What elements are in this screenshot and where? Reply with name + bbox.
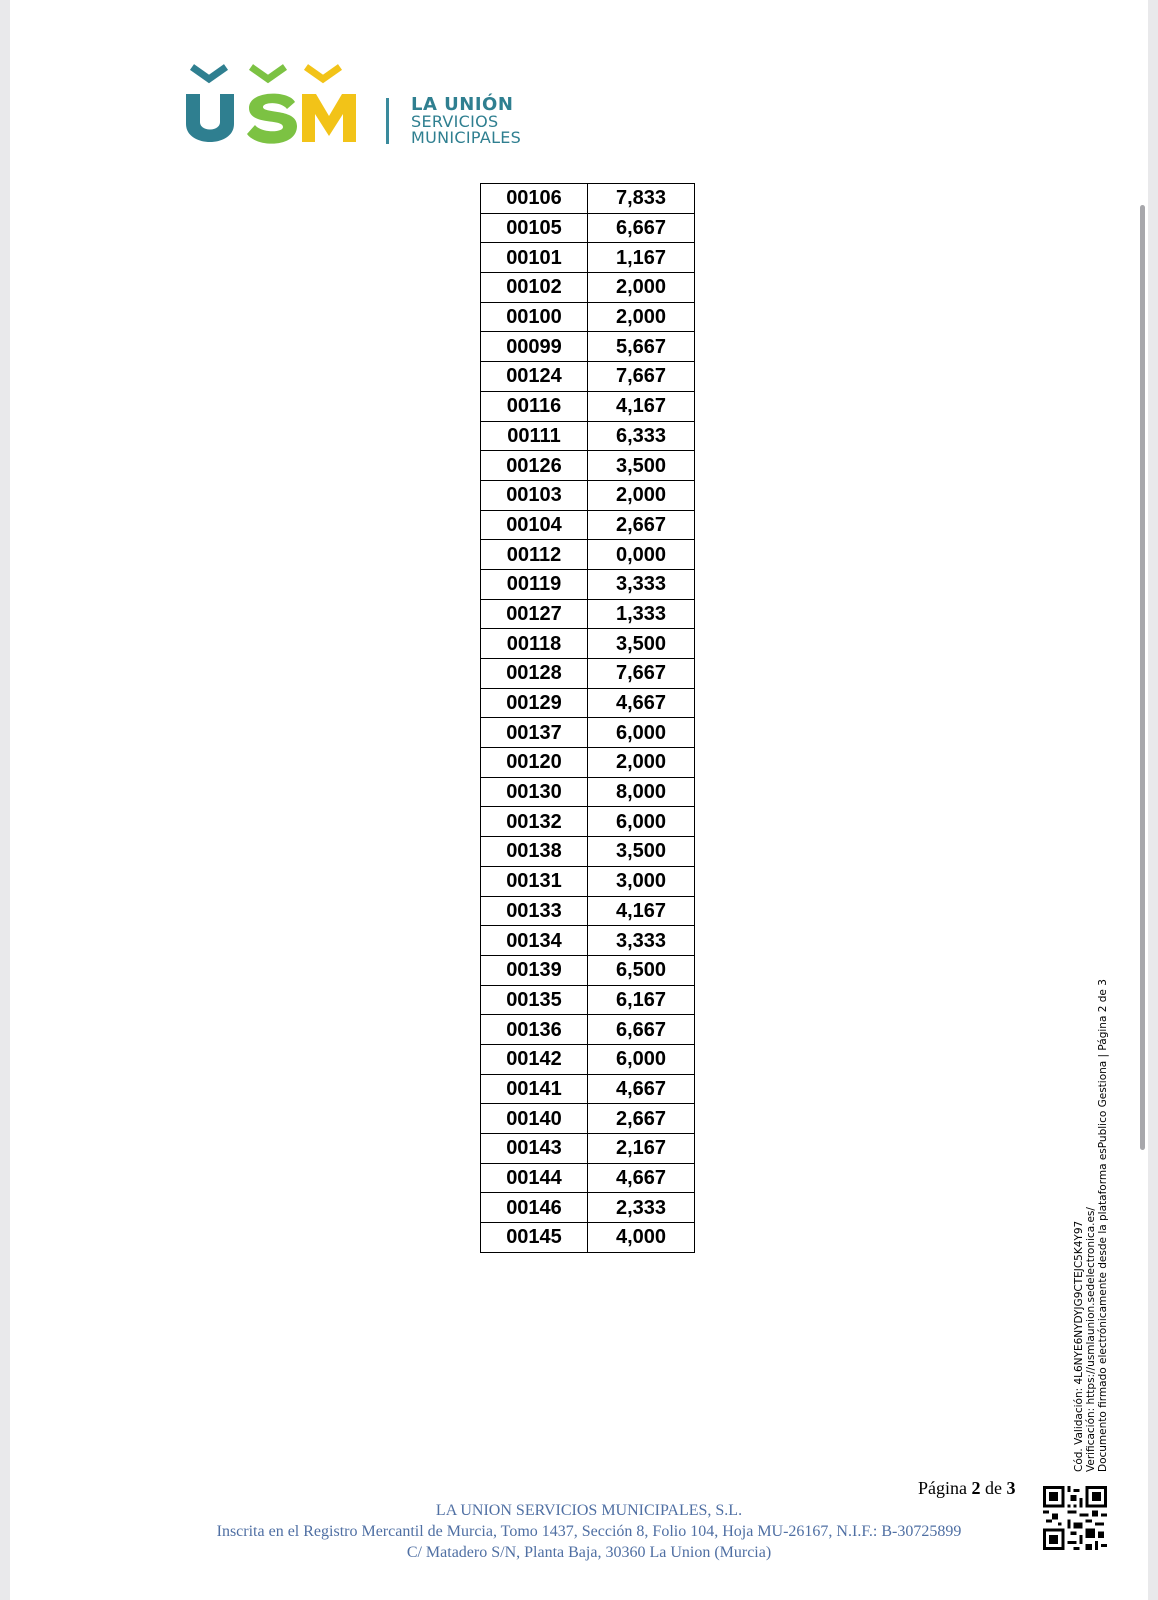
score-cell: 2,000 (588, 748, 695, 778)
table-row (481, 955, 695, 985)
code-cell: 00132 (481, 807, 588, 837)
score-cell: 6,667 (588, 213, 695, 243)
score-cell: 0,000 (588, 540, 695, 570)
table-row (481, 629, 695, 659)
footer-company-name: LA UNION SERVICIOS MUNICIPALES, S.L. (435, 1502, 743, 1519)
logo-line-2: SERVICIOS (411, 112, 499, 131)
code-cell: 00102 (481, 273, 588, 303)
code-cell: 00127 (481, 599, 588, 629)
score-cell: 3,000 (588, 866, 695, 896)
logo-divider (386, 98, 389, 144)
table-row (481, 510, 695, 540)
table-row (481, 302, 695, 332)
score-cell: 6,000 (588, 1044, 695, 1074)
table-row (481, 362, 695, 392)
code-cell: 00141 (481, 1074, 588, 1104)
score-cell: 4,000 (588, 1223, 695, 1253)
code-cell: 00116 (481, 391, 588, 421)
score-cell: 2,000 (588, 302, 695, 332)
score-cell: 6,500 (588, 955, 695, 985)
code-cell: 00140 (481, 1104, 588, 1134)
results-table (480, 183, 695, 1253)
code-cell: 00101 (481, 243, 588, 273)
score-cell: 4,667 (588, 1074, 695, 1104)
table-row (481, 926, 695, 956)
score-cell: 4,667 (588, 688, 695, 718)
code-cell: 00118 (481, 629, 588, 659)
table-row (481, 866, 695, 896)
table-row (481, 659, 695, 689)
table-row (481, 777, 695, 807)
table-row (481, 896, 695, 926)
table-row (481, 1163, 695, 1193)
score-cell: 4,167 (588, 896, 695, 926)
table-row (481, 273, 695, 303)
verification-text (1073, 979, 1109, 1472)
page-prefix: Página (918, 1478, 967, 1498)
code-cell: 00106 (481, 184, 588, 214)
score-cell: 1,167 (588, 243, 695, 273)
score-cell: 3,333 (588, 926, 695, 956)
table-row (481, 688, 695, 718)
score-cell: 4,167 (588, 391, 695, 421)
footer-registry: Inscrita en el Registro Mercantil de Murcia, Tomo 1437, Sección 8, Folio 104, Hoja MU-26167, N.I.F.: B-30725899 (216, 1523, 962, 1540)
table-row (481, 451, 695, 481)
code-cell: 00138 (481, 837, 588, 867)
footer-address: C/ Matadero S/N, Planta Baja, 30360 La Union (Murcia) (406, 1544, 772, 1561)
code-cell: 00103 (481, 480, 588, 510)
table-row (481, 985, 695, 1015)
score-cell: 6,000 (588, 718, 695, 748)
table-row (481, 1044, 695, 1074)
page-number (918, 1478, 1016, 1499)
score-cell: 6,000 (588, 807, 695, 837)
score-cell: 5,667 (588, 332, 695, 362)
table-row (481, 1104, 695, 1134)
code-cell: 00124 (481, 362, 588, 392)
code-cell: 00139 (481, 955, 588, 985)
table-row (481, 569, 695, 599)
score-cell: 4,667 (588, 1163, 695, 1193)
code-cell: 00145 (481, 1223, 588, 1253)
score-cell: 3,500 (588, 451, 695, 481)
code-cell: 00146 (481, 1193, 588, 1223)
code-cell: 00144 (481, 1163, 588, 1193)
code-cell: 00133 (481, 896, 588, 926)
code-cell: 00131 (481, 866, 588, 896)
code-cell: 00137 (481, 718, 588, 748)
logo-line-1: LA UNIÓN (411, 94, 514, 115)
score-cell: 7,667 (588, 659, 695, 689)
code-cell: 00142 (481, 1044, 588, 1074)
code-cell: 00128 (481, 659, 588, 689)
logo-text (411, 96, 521, 146)
score-cell: 2,000 (588, 480, 695, 510)
results-table-body (481, 184, 695, 1253)
table-row (481, 1193, 695, 1223)
signature-note: Documento firmado electrónicamente desde la plataforma esPublico Gestiona | Página 2 de 3 (1097, 979, 1109, 1472)
score-cell: 2,000 (588, 273, 695, 303)
score-cell: 7,667 (588, 362, 695, 392)
score-cell: 2,667 (588, 1104, 695, 1134)
qr-code-icon[interactable] (1043, 1486, 1107, 1550)
table-row (481, 1134, 695, 1164)
code-cell: 00129 (481, 688, 588, 718)
verification-url: Verificación: https://usmlaunion.sedelectronica.es/ (1085, 1207, 1097, 1472)
table-row (481, 213, 695, 243)
score-cell: 3,500 (588, 837, 695, 867)
table-row (481, 1223, 695, 1253)
code-cell: 00111 (481, 421, 588, 451)
page-total: 3 (1006, 1478, 1016, 1498)
company-footer (160, 1500, 1018, 1563)
score-cell: 7,833 (588, 184, 695, 214)
table-row (481, 421, 695, 451)
code-cell: 00126 (481, 451, 588, 481)
table-row (481, 332, 695, 362)
table-row (481, 184, 695, 214)
table-row (481, 748, 695, 778)
code-cell: 00120 (481, 748, 588, 778)
code-cell: 00105 (481, 213, 588, 243)
score-cell: 6,667 (588, 1015, 695, 1045)
document-page (10, 0, 1148, 1600)
page-current: 2 (971, 1478, 981, 1498)
table-row (481, 391, 695, 421)
table-row (481, 480, 695, 510)
code-cell: 00136 (481, 1015, 588, 1045)
table-row (481, 718, 695, 748)
scrollbar[interactable] (1140, 205, 1145, 1150)
table-row (481, 1074, 695, 1104)
code-cell: 00119 (481, 569, 588, 599)
score-cell: 1,333 (588, 599, 695, 629)
score-cell: 8,000 (588, 777, 695, 807)
score-cell: 3,500 (588, 629, 695, 659)
score-cell: 6,333 (588, 421, 695, 451)
code-cell: 00112 (481, 540, 588, 570)
logo-line-3: MUNICIPALES (411, 128, 522, 147)
score-cell: 2,667 (588, 510, 695, 540)
code-cell: 00135 (481, 985, 588, 1015)
usm-logo-icon (178, 62, 363, 152)
code-cell: 00143 (481, 1134, 588, 1164)
score-cell: 6,167 (588, 985, 695, 1015)
code-cell: 00104 (481, 510, 588, 540)
code-cell: 00130 (481, 777, 588, 807)
table-row (481, 599, 695, 629)
score-cell: 2,333 (588, 1193, 695, 1223)
code-cell: 00100 (481, 302, 588, 332)
table-row (481, 837, 695, 867)
company-logo (178, 62, 558, 152)
score-cell: 3,333 (588, 569, 695, 599)
table-row (481, 1015, 695, 1045)
table-row (481, 807, 695, 837)
table-row (481, 540, 695, 570)
code-cell: 00099 (481, 332, 588, 362)
validation-code: Cód. Validación: 4L6NYE6NYDYJG9CTEJC5K4Y97 (1073, 1220, 1085, 1472)
code-cell: 00134 (481, 926, 588, 956)
page-sep: de (985, 1478, 1002, 1498)
score-cell: 2,167 (588, 1134, 695, 1164)
table-row (481, 243, 695, 273)
